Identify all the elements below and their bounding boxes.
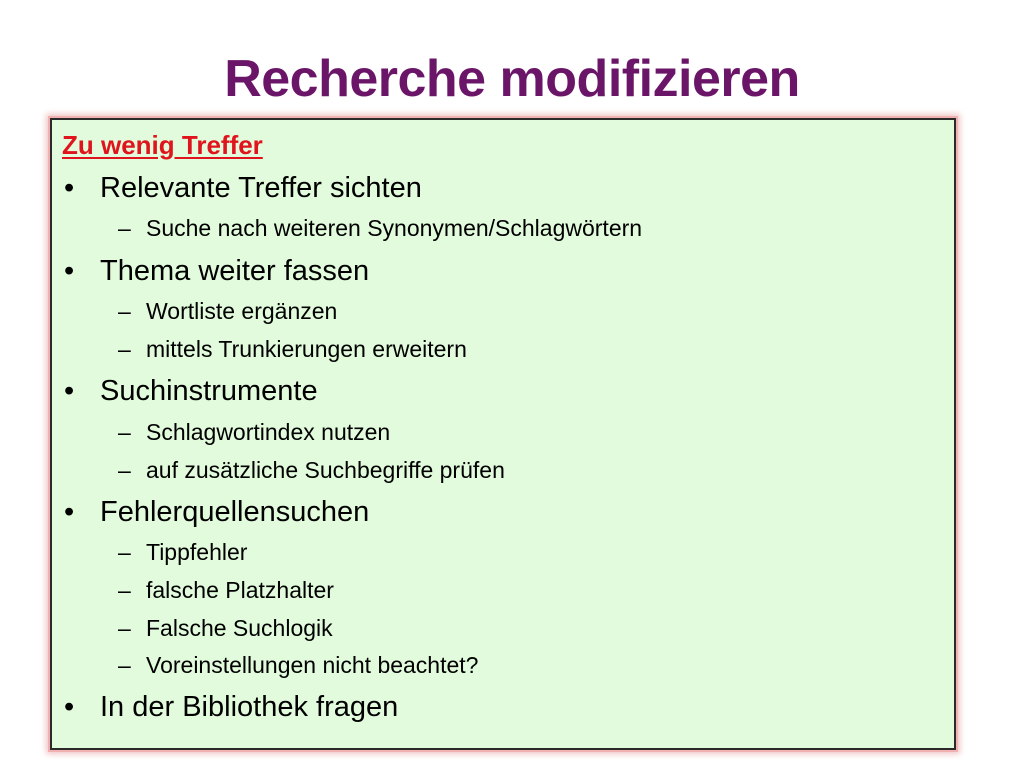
bullet-text: Relevante Treffer sichten [100,172,422,204]
sub-marker: – [118,419,131,445]
section-heading: Zu wenig Treffer [62,130,263,160]
sub-text: auf zusätzliche Suchbegriffe prüfen [146,457,505,483]
bullet-text: In der Bibliothek fragen [100,691,399,723]
bullet-text: Suchinstrumente [100,375,318,407]
sub-text: Voreinstellungen nicht beachtet? [146,652,479,678]
slide-title: Recherche modifizieren [224,50,800,108]
bullet-marker: • [64,255,75,287]
sub-text: Wortliste ergänzen [146,298,338,324]
sub-text: Tippfehler [146,539,248,565]
sub-text: Suche nach weiteren Synonymen/Schlagwörtern [146,215,643,241]
content-box [50,118,956,750]
bullet-marker: • [64,496,75,528]
sub-text: falsche Platzhalter [146,577,334,603]
sub-text: Schlagwortindex nutzen [146,419,391,445]
bullet-marker: • [64,691,75,723]
bullet-marker: • [64,172,75,204]
bullet-marker: • [64,375,75,407]
sub-marker: – [118,457,131,483]
sub-marker: – [118,539,131,565]
bullet-text: Fehlerquellensuchen [100,496,370,528]
sub-marker: – [118,652,131,678]
sub-text: mittels Trunkierungen erweitern [146,336,467,362]
sub-marker: – [118,298,131,324]
sub-marker: – [118,215,131,241]
bullet-text: Thema weiter fassen [100,255,370,287]
sub-marker: – [118,577,131,603]
sub-marker: – [118,336,131,362]
sub-marker: – [118,615,131,641]
sub-text: Falsche Suchlogik [146,615,333,641]
